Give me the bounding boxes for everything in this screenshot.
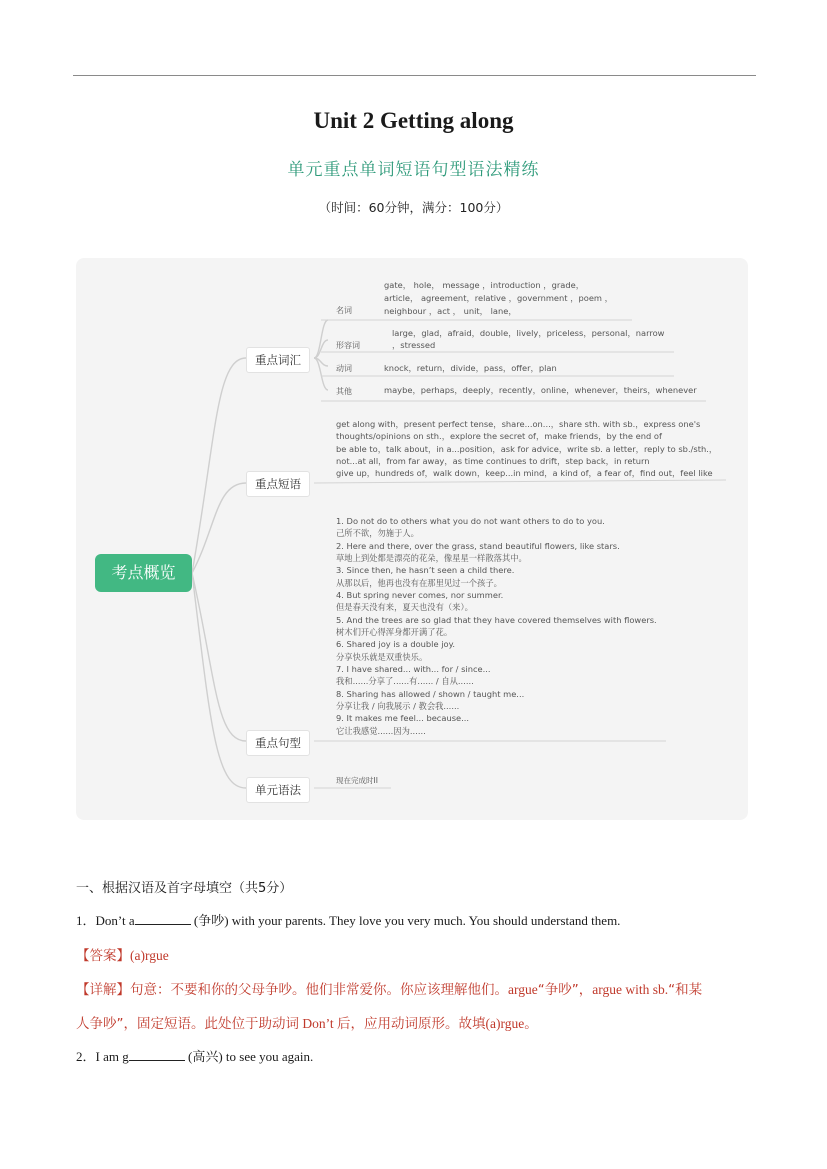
branch-vocab: 重点词汇 — [246, 347, 310, 373]
page-subtitle: 单元重点单词短语句型语法精练 — [287, 160, 540, 180]
branch-grammar: 单元语法 — [246, 777, 310, 803]
explain-text: 句意：不要和你的父母争吵。他们非常爱你。你应该理解他们。 — [130, 982, 508, 998]
branch-sentences: 重点句型 — [246, 730, 310, 756]
sentence-line: 2. Here and there, over the grass, stand beautiful flowers, like stars. — [336, 541, 620, 551]
answer-1 — [76, 944, 169, 964]
phrases-line: be able to，talk about，in a...position，ask for advice，write sb. a letter，reply to sb./sth.， — [336, 444, 718, 454]
sentence-line: 5. And the trees are so glad that they have covered themselves with flowers. — [336, 615, 657, 625]
answer-label: 【答案】 — [76, 948, 130, 964]
sentence-line: 分享让我 / 向我展示 / 教会我...... — [336, 701, 460, 711]
question-1-prefix: Don’t a — [95, 913, 135, 928]
question-2-prefix: I am g — [95, 1049, 129, 1064]
explain-term: (a)rgue — [485, 1016, 525, 1031]
vocab-verbs-line: knock，return，divide，pass，offer，plan — [384, 363, 557, 373]
phrases-line: not...at all，from far away，as time continues to drift，step back，in return — [336, 456, 650, 466]
explain-term: Don’t — [299, 1016, 338, 1031]
mind-map-root: 考点概览 — [95, 554, 192, 592]
sentence-line: 分享快乐就是双重快乐。 — [336, 652, 428, 662]
section-heading: 一、根据汉语及首字母填空（共5分） — [76, 881, 293, 896]
page-title: Unit 2 Getting along — [313, 108, 514, 133]
vocab-other-line: maybe，perhaps，deeply，recently，online，whenever，theirs，whenever — [384, 385, 697, 395]
sentence-line: 9. It makes me feel... because... — [336, 713, 470, 723]
question-1-blank[interactable] — [135, 912, 191, 925]
explain-text: “和某 — [668, 982, 703, 998]
sentence-line: 它让我感觉......因为...... — [336, 726, 426, 736]
sentence-line: 树木们开心得浑身都开满了花。 — [336, 627, 453, 637]
mind-map — [76, 258, 748, 820]
grammar-content: 现在完成时II — [336, 776, 378, 785]
vocab-nouns-line: neighbour ，act ， unit， lane， — [384, 306, 517, 316]
sentence-line: 己所不欲，勿施于人。 — [336, 528, 419, 538]
explain-text: 后，应用动词原形。故填 — [337, 1016, 486, 1032]
branch-phrases: 重点短语 — [246, 471, 310, 497]
vocab-nouns-label: 名词 — [336, 306, 352, 315]
vocab-adj-label: 形容词 — [336, 341, 360, 350]
vocab-nouns-line: article， agreement，relative ，government ，poem ， — [384, 293, 613, 303]
explanation-line-2 — [76, 1012, 538, 1032]
time-info: （时间：60分钟，满分：100分） — [318, 200, 509, 215]
sentence-line: 3. Since then, he hasn’t seen a child there. — [336, 565, 515, 575]
explain-term: argue with sb. — [592, 982, 669, 997]
sentence-line: 4. But spring never comes, nor summer. — [336, 590, 504, 600]
vocab-adj-line: large，glad，afraid，double，lively，priceless，personal，narrow — [392, 328, 665, 338]
sentence-line: 1. Do not do to others what you do not want others to do to you. — [336, 516, 605, 526]
question-1-hint: (争吵) with your parents. They love you very much. You should understand them. — [190, 913, 621, 928]
vocab-verbs-label: 动词 — [336, 364, 352, 373]
header-rule — [73, 75, 756, 76]
sentence-line: 从那以后，他再也没有在那里见过一个孩子。 — [336, 578, 502, 588]
question-2-hint: (高兴) to see you again. — [184, 1049, 314, 1064]
explain-term: argue — [508, 982, 538, 997]
sentence-line: 草地上到处都是漂亮的花朵，像星星一样散落其中。 — [336, 553, 527, 563]
sentence-line: 我和......分享了......有...... / 自从...... — [336, 676, 474, 686]
explain-text: 。 — [524, 1016, 538, 1032]
sentence-line: 但是春天没有来，夏天也没有（来）。 — [336, 602, 473, 612]
sentence-line: 7. I have shared... with... for / since... — [336, 664, 491, 674]
phrases-line: thoughts/opinions on sth.，explore the secret of，make friends，by the end of — [336, 431, 662, 441]
phrases-line: get along with，present perfect tense，share...on...，share sth. with sb.，express one's — [336, 419, 701, 429]
question-2-number: 2． — [76, 1049, 96, 1064]
explain-text: 人争吵”，固定短语。此处位于助动词 — [76, 1016, 299, 1032]
explain-text: “争吵”， — [537, 982, 593, 998]
sentence-line: 6. Shared joy is a double joy. — [336, 639, 455, 649]
vocab-other-label: 其他 — [336, 387, 352, 396]
question-1 — [76, 910, 620, 929]
sentence-line: 8. Sharing has allowed / shown / taught me... — [336, 689, 525, 699]
explain-label: 【详解】 — [76, 982, 130, 998]
vocab-nouns-line: gate， hole， message ，introduction ，grade， — [384, 280, 585, 290]
question-2 — [76, 1046, 313, 1065]
answer-value: (a)rgue — [130, 948, 169, 963]
question-2-blank[interactable] — [129, 1048, 185, 1061]
phrases-line: give up，hundreds of，walk down，keep...in mind，a kind of，a fear of，find out，feel like — [336, 468, 713, 478]
explanation-line-1 — [76, 978, 702, 998]
question-1-number: 1． — [76, 913, 96, 928]
vocab-adj-line: ，stressed — [392, 340, 436, 350]
